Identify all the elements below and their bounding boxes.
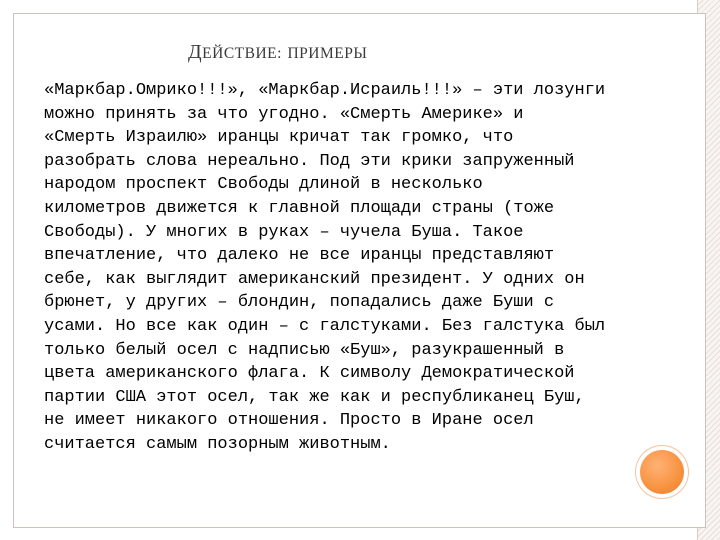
- slide-title: [188, 41, 588, 69]
- body-line: себе, как выглядит американский президент. У одних он: [44, 269, 585, 289]
- body-line: можно принять за что угодно. «Смерть Америке» и: [44, 104, 524, 124]
- body-line: не имеет никакого отношения. Просто в Иране осел: [44, 411, 534, 431]
- slide-body: [44, 79, 664, 457]
- title-word-1-rest: ЕЙСТВИЕ:: [202, 45, 282, 62]
- body-line: Свободы). У многих в руках – чучела Буша. Такое: [44, 222, 524, 242]
- body-line: впечатление, что далеко не все иранцы представляют: [44, 246, 555, 266]
- body-line: километров движется к главной площади страны (тоже: [44, 198, 555, 218]
- body-line: усами. Но все как один – с галстуками. Без галстука был: [44, 316, 606, 336]
- body-line: «Маркбар.Омрико!!!», «Маркбар.Исраиль!!!» – эти лозунги: [44, 81, 606, 100]
- body-line: цвета американского флага. К символу Демократической: [44, 364, 575, 384]
- body-line: брюнет, у других – блондин, попадались даже Буши с: [44, 293, 555, 313]
- title-initial-letter: Д: [188, 41, 203, 63]
- decorative-orange-circle-icon: [640, 450, 684, 494]
- body-line: только белый осел с надписью «Буш», разукрашенный в: [44, 340, 565, 360]
- body-line: считается самым позорным животным.: [44, 434, 391, 454]
- body-line: разобрать слова нереально. Под эти крики запруженный: [44, 151, 575, 171]
- title-word-2: ПРИМЕРЫ: [287, 45, 368, 62]
- body-line: «Смерть Израилю» иранцы кричат так громко, что: [44, 128, 514, 148]
- body-line: партии США этот осел, так же как и республиканец Буш,: [44, 387, 585, 407]
- body-line: народом проспект Свободы длиной в несколько: [44, 175, 483, 195]
